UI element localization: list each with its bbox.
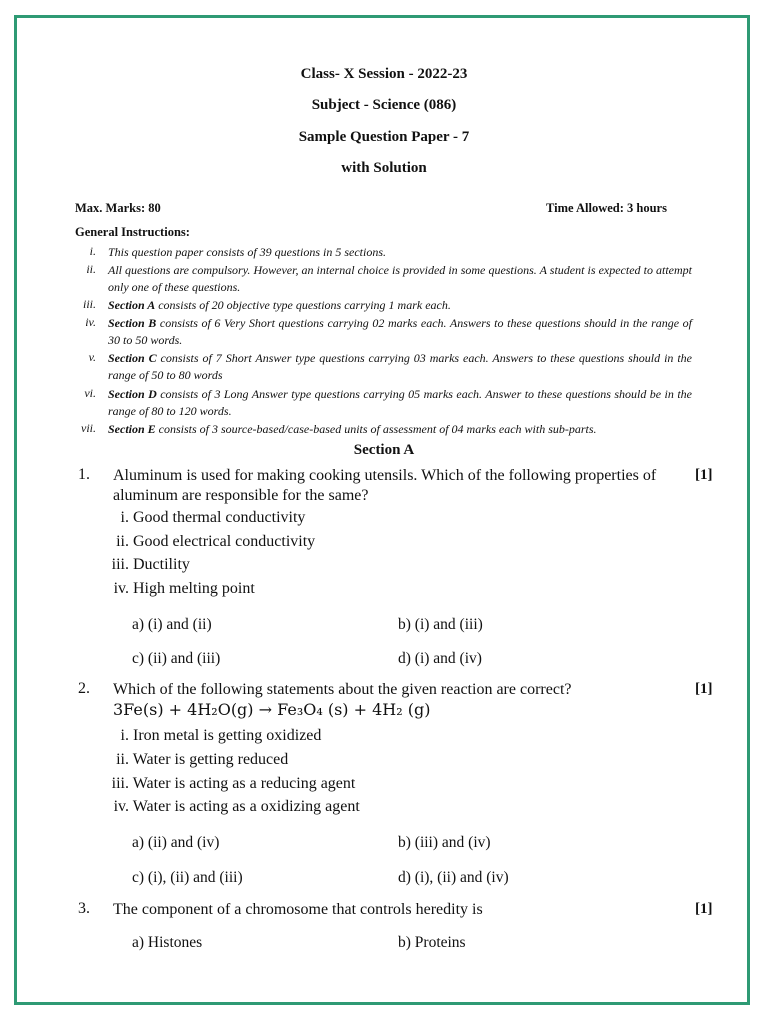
option-b: b) (iii) and (iv): [398, 834, 491, 851]
list-item: iv. Water is acting as a oxidizing agent: [113, 798, 360, 815]
paper-title: Sample Question Paper - 7: [298, 129, 470, 145]
instruction-text: This question paper consists of 39 questions in 5 sections.: [108, 245, 387, 259]
list-item: iii. Water is acting as a reducing agent: [111, 775, 356, 792]
list-item: iii. Ductility: [111, 556, 190, 573]
max-marks: Max. Marks: 80: [75, 201, 161, 215]
list-item: ii. Good electrical conductivity: [116, 533, 316, 550]
question-text: The component of a chromosome that controls heredity is: [113, 901, 483, 918]
instruction-number: i.: [89, 244, 96, 258]
instruction-text: Section C consists of 7 Short Answer type questions carrying 03 marks each. Answers to these questions should in the range of 50 to 80 words: [108, 351, 693, 382]
time-allowed: Time Allowed: 3 hours: [546, 201, 667, 215]
instruction-text: Section D consists of 3 Long Answer type questions carrying 05 marks each. Answer to these questions should be in the range of 80 to 120 words.: [108, 387, 692, 418]
reaction-equation: 3Fe(s) + 4H₂O(g) → Fe₃O₄ (s) + 4H₂ (g): [113, 700, 431, 719]
class-session-heading: Class- X Session - 2022-23: [300, 66, 468, 82]
instruction-number: iii.: [82, 297, 96, 311]
list-item: ii. Water is getting reduced: [116, 751, 289, 768]
question-marks: [1]: [695, 901, 713, 917]
question-text: Which of the following statements about the given reaction are correct?: [113, 681, 572, 698]
instruction-text: Section B consists of 6 Very Short questions carrying 02 marks each. Answers to these questions should in the range of 30 to 50 words.: [108, 316, 693, 347]
instruction-number: iv.: [85, 315, 96, 329]
option-b: b) Proteins: [398, 934, 466, 951]
question-number: 2.: [78, 680, 90, 697]
instruction-text: Section A consists of 20 objective type questions carrying 1 mark each.: [108, 298, 451, 312]
question-number: 1.: [78, 466, 90, 483]
instructions-heading: General Instructions:: [75, 225, 190, 239]
section-a-heading: Section A: [353, 442, 415, 458]
option-a: a) (ii) and (iv): [132, 834, 220, 851]
subject-heading: Subject - Science (086): [311, 97, 457, 113]
instruction-number: vi.: [84, 386, 96, 400]
option-d: d) (i) and (iv): [398, 650, 482, 667]
instruction-number: ii.: [86, 262, 96, 276]
question-marks: [1]: [695, 681, 713, 697]
instruction-number: v.: [88, 350, 96, 364]
list-item: i. Iron metal is getting oxidized: [120, 727, 322, 744]
list-item: i. Good thermal conductivity: [120, 509, 306, 526]
option-b: b) (i) and (iii): [398, 616, 483, 633]
instruction-text: All questions are compulsory. However, an internal choice is provided in some questions. A student is expected to attempt only one of these questions.: [108, 263, 692, 294]
option-a: a) Histones: [132, 934, 203, 951]
instruction-number: vii.: [81, 421, 96, 435]
question-marks: [1]: [695, 467, 713, 483]
option-c: c) (i), (ii) and (iii): [132, 869, 243, 886]
option-d: d) (i), (ii) and (iv): [398, 869, 509, 886]
option-c: c) (ii) and (iii): [132, 650, 221, 667]
instruction-text: Section E consists of 3 source-based/case-based units of assessment of 04 marks each with sub-parts.: [108, 422, 597, 436]
question-number: 3.: [78, 900, 90, 917]
solution-subtitle: with Solution: [341, 160, 427, 176]
question-text: Aluminum is used for making cooking utensils. Which of the following properties of aluminum are responsible for the same?: [113, 467, 657, 504]
list-item: iv. High melting point: [113, 580, 255, 597]
option-a: a) (i) and (ii): [132, 616, 212, 633]
